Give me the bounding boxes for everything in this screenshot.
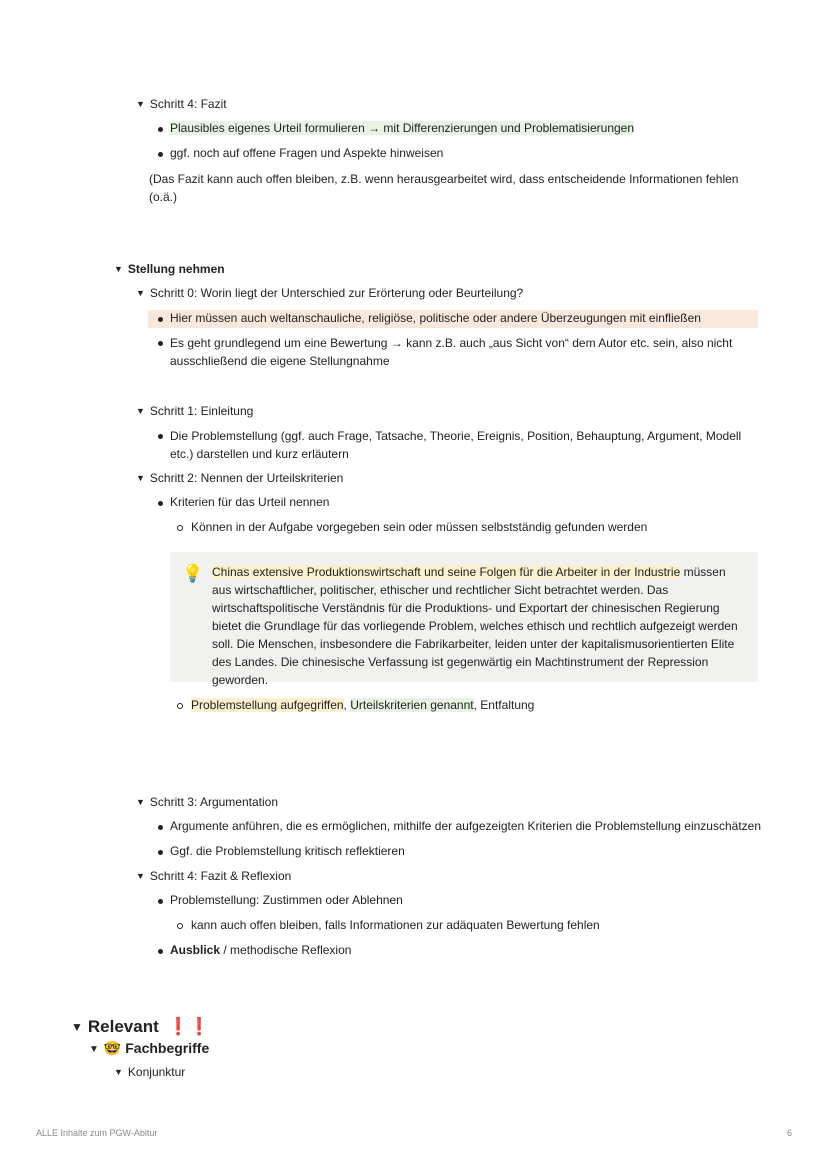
fazit-note: (Das Fazit kann auch offen bleiben, z.B. wenn herausgearbeitet wird, dass entscheidende Informationen fehlen (o.ä.) bbox=[149, 172, 739, 204]
list-item: Ausblick / methodische Reflexion bbox=[170, 943, 352, 957]
toggle-relevant[interactable]: ▼ Relevant ❗❗ bbox=[71, 1017, 210, 1036]
footer-title: ALLE Inhalte zum PGW-Abitur bbox=[36, 1128, 158, 1138]
list-item: ggf. noch auf offene Fragen und Aspekte hinweisen bbox=[170, 146, 444, 160]
circle-bullet-icon bbox=[177, 525, 183, 531]
bullet-icon bbox=[158, 825, 163, 830]
bullet-icon bbox=[158, 899, 163, 904]
bullet-icon bbox=[158, 434, 163, 439]
list-item: Es geht grundlegend um eine Bewertung → kann z.B. auch „aus Sicht von“ dem Autor etc. sein, also nicht ausschließend die eigene Stellungnahme bbox=[170, 336, 733, 368]
exclamation-icon: ❗❗ bbox=[167, 1017, 210, 1036]
bullet-icon bbox=[158, 127, 163, 132]
toggle-triangle-icon[interactable]: ▼ bbox=[136, 288, 145, 298]
callout-text: Chinas extensive Produktionswirtschaft und seine Folgen für die Arbeiter in der Industrie müssen aus wirtschaftlicher, politischer, ethischer und rechtlicher Sicht betrachtet werden. Das wirtschaftspolitische Verständnis für die Produktions- und Exportart der chinesischen Regierung bietet die Grundlage für das vorliegende Problem, welches ethisch und rechtlich aufgezeigt werden soll. Die Menschen, insbesondere die Fabrikarbeiter, leiden unter der kapitalismusorientierten Elite des Landes. Die chinesische Verfassung ist gegenwärtig ein Machtinstrument der Repression geworden. bbox=[212, 565, 738, 687]
toggle-triangle-icon[interactable]: ▼ bbox=[136, 406, 145, 416]
list-item: kann auch offen bleiben, falls Informationen zur adäquaten Bewertung fehlen bbox=[191, 918, 600, 932]
list-item: Ggf. die Problemstellung kritisch reflektieren bbox=[170, 844, 405, 858]
toggle-konjunktur[interactable]: ▼ Konjunktur bbox=[114, 1065, 186, 1079]
bullet-icon bbox=[158, 152, 163, 157]
toggle-stellung-nehmen[interactable]: ▼ Stellung nehmen bbox=[114, 262, 225, 276]
list-item: Argumente anführen, die es ermöglichen, mithilfe der aufgezeigten Kriterien die Problemstellung einzuschätzen bbox=[170, 819, 762, 833]
toggle-triangle-icon[interactable]: ▼ bbox=[114, 1067, 123, 1077]
bullet-icon bbox=[158, 850, 163, 855]
circle-bullet-icon bbox=[177, 703, 183, 709]
list-item: Problemstellung aufgegriffen, Urteilskriterien genannt, Entfaltung bbox=[191, 698, 535, 712]
toggle-schritt2[interactable]: ▼ Schritt 2: Nennen der Urteilskriterien bbox=[136, 471, 344, 485]
toggle-triangle-icon[interactable]: ▼ bbox=[136, 99, 145, 109]
bullet-icon bbox=[158, 949, 163, 954]
nerd-face-icon: 🤓 bbox=[103, 1040, 122, 1056]
toggle-schritt0[interactable]: ▼ Schritt 0: Worin liegt der Unterschied zur Erörterung oder Beurteilung? bbox=[136, 286, 524, 300]
toggle-triangle-icon[interactable]: ▼ bbox=[136, 797, 145, 807]
list-item: Können in der Aufgabe vorgegeben sein oder müssen selbstständig gefunden werden bbox=[191, 520, 648, 534]
toggle-schritt3[interactable]: ▼ Schritt 3: Argumentation bbox=[136, 795, 278, 809]
lightbulb-icon: 💡 bbox=[182, 564, 204, 583]
toggle-schritt4-reflexion[interactable]: ▼ Schritt 4: Fazit & Reflexion bbox=[136, 869, 292, 883]
toggle-triangle-icon[interactable]: ▼ bbox=[136, 473, 145, 483]
list-item: Hier müssen auch weltanschauliche, religiöse, politische oder andere Überzeugungen mit einfließen bbox=[170, 311, 701, 325]
toggle-triangle-icon[interactable]: ▼ bbox=[71, 1020, 83, 1034]
bullet-icon bbox=[158, 341, 163, 346]
toggle-fachbegriffe[interactable]: ▼ 🤓 Fachbegriffe bbox=[89, 1039, 209, 1059]
toggle-triangle-icon[interactable]: ▼ bbox=[89, 1044, 99, 1055]
bullet-icon bbox=[158, 501, 163, 506]
list-item: Die Problemstellung (ggf. auch Frage, Tatsache, Theorie, Ereignis, Position, Behauptung, Argument, Modell etc.) darstellen und kurz erläutern bbox=[170, 429, 742, 461]
toggle-schritt1[interactable]: ▼ Schritt 1: Einleitung bbox=[136, 404, 254, 418]
toggle-triangle-icon[interactable]: ▼ bbox=[114, 264, 123, 274]
bullet-icon bbox=[158, 317, 163, 322]
list-item: Problemstellung: Zustimmen oder Ablehnen bbox=[170, 893, 403, 907]
toggle-schritt4-fazit[interactable]: ▼ Schritt 4: Fazit bbox=[136, 97, 227, 111]
page-number: 6 bbox=[787, 1128, 793, 1138]
circle-bullet-icon bbox=[177, 923, 183, 929]
list-item: Kriterien für das Urteil nennen bbox=[170, 495, 330, 509]
toggle-triangle-icon[interactable]: ▼ bbox=[136, 871, 145, 881]
list-item: Plausibles eigenes Urteil formulieren → mit Differenzierungen und Problematisierungen bbox=[170, 121, 635, 135]
